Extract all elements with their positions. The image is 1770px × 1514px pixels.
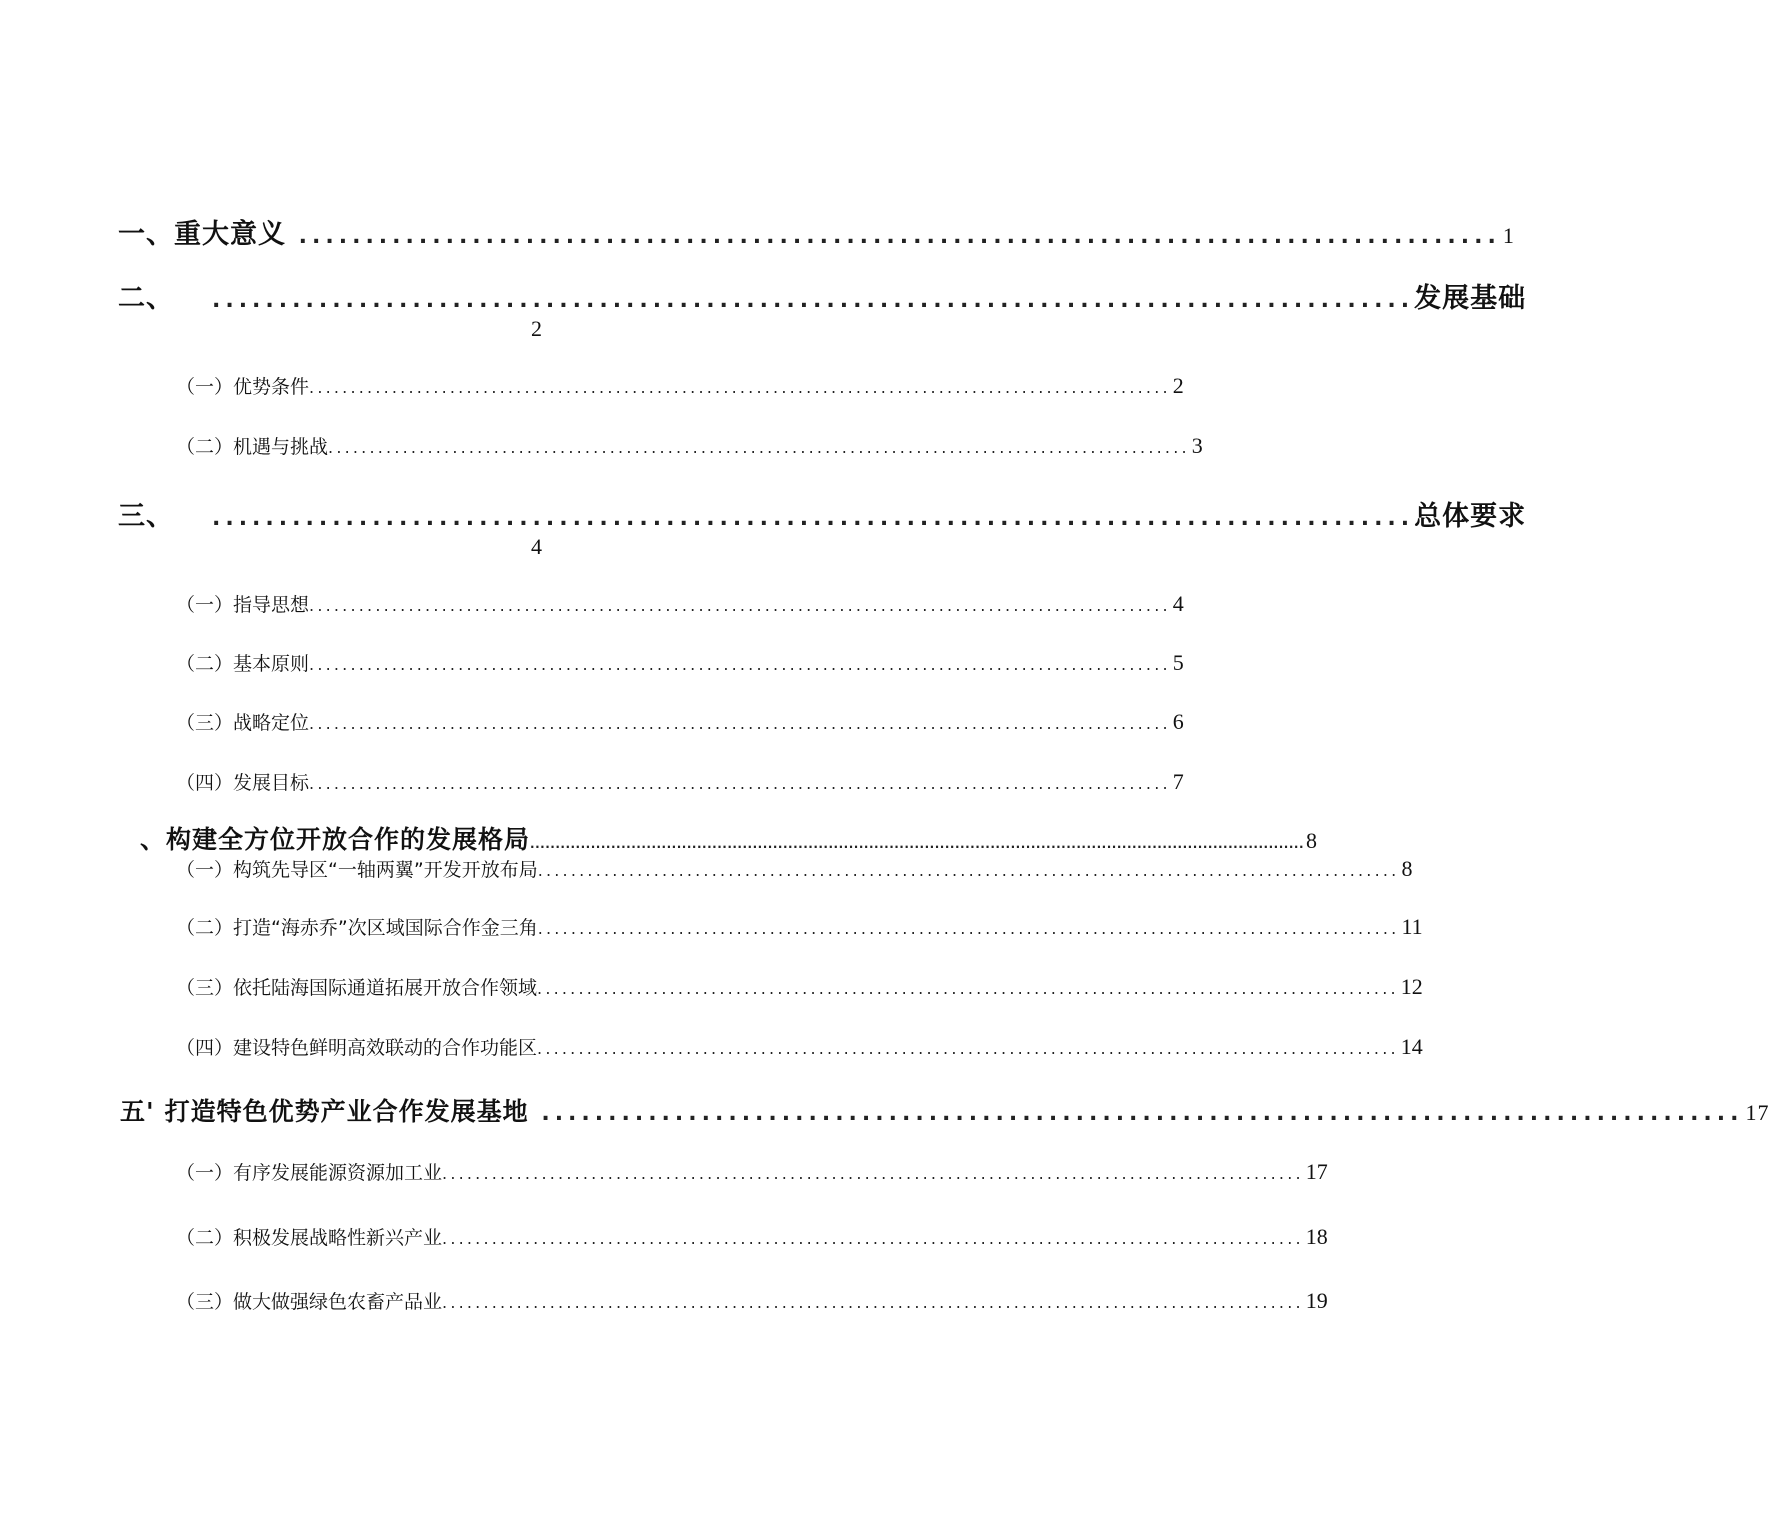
toc-entry-title: 建设特色鲜明高效联动的合作功能区: [233, 1037, 538, 1059]
toc-entry-3[interactable]: [118, 494, 1527, 533]
toc-entry-5[interactable]: [120, 1092, 1770, 1128]
toc-entry-title: 基本原则: [233, 653, 310, 675]
toc-entry-page: 18: [1305, 1224, 1328, 1249]
toc-entry-4-1[interactable]: [176, 855, 1413, 882]
toc-entry-title: 打造特色优势产业合作发展基地: [164, 1097, 529, 1126]
toc-entry-page: 6: [1172, 709, 1184, 734]
toc-leader-dots: ........................................................................................................: [442, 1293, 1304, 1312]
toc-entry-number: （一）: [176, 859, 234, 881]
toc-leader-dots: ........................................................................................................: [537, 861, 1400, 880]
toc-entry-page: 1: [1502, 223, 1515, 248]
toc-leader-dots: ........................................................................................................: [442, 1229, 1304, 1248]
toc-leader-dots: ........................................................................................................: [309, 378, 1171, 397]
toc-entry-number: （二）: [176, 1227, 234, 1249]
toc-leader-dots: ........................................................................................................: [537, 979, 1399, 998]
toc-entry-number: 二、: [118, 283, 174, 314]
toc-entry-5-3[interactable]: [176, 1287, 1328, 1314]
toc-entry-number: （二）: [176, 653, 234, 675]
toc-entry-title: 构建全方位开放合作的发展格局: [166, 825, 531, 854]
toc-leader-dots: ........................................................................................................: [309, 655, 1171, 674]
toc-leader-dots: ........................................................................................................: [309, 714, 1171, 733]
toc-entry-4-3[interactable]: [176, 973, 1423, 1000]
toc-entry-title: 依托陆海国际通道拓展开放合作领域: [233, 977, 538, 999]
toc-entry-number: （三）: [176, 712, 234, 734]
toc-entry-number: 一、: [118, 219, 174, 250]
toc-entry-title: 战略定位: [233, 712, 310, 734]
toc-entry-number: （一）: [176, 376, 234, 398]
toc-entry-5-1[interactable]: [176, 1158, 1328, 1185]
toc-entry-3-4[interactable]: [176, 768, 1184, 795]
toc-entry-page: 14: [1400, 1034, 1423, 1059]
toc-entry-number: （四）: [176, 772, 234, 794]
toc-entry-title: 指导思想: [233, 594, 310, 616]
toc-entry-number: 五': [120, 1097, 155, 1126]
toc-entry-page: 17: [1745, 1100, 1770, 1125]
toc-leader-dots: ........................................................................................................: [442, 1164, 1304, 1183]
toc-entry-number: 三、: [118, 501, 174, 532]
toc-entry-number: 、: [140, 825, 167, 854]
toc-entry-2-2[interactable]: [176, 432, 1203, 459]
toc-entry-page: 5: [1172, 650, 1184, 675]
toc-entry-3-2[interactable]: [176, 649, 1184, 676]
toc-entry-3-3[interactable]: [176, 708, 1184, 735]
toc-entry-title: 打造“海赤乔”次区域国际合作金三角: [233, 917, 538, 939]
toc-entry-5-2[interactable]: [176, 1223, 1328, 1250]
toc-entry-page: 4: [531, 534, 542, 559]
toc-entry-title: 优势条件: [233, 376, 310, 398]
toc-leader-dots: ........................................................................................................: [537, 1039, 1399, 1058]
toc-entry-title: 重大意义: [174, 219, 286, 250]
toc-leader-dots: ........................................................................................................: [309, 774, 1171, 793]
toc-entry-page: 3: [1191, 433, 1203, 458]
toc-entry-page: 19: [1305, 1288, 1328, 1313]
toc-leader-dots: ..........................................................................................: [286, 224, 1501, 249]
toc-entry-page: 2: [531, 316, 542, 341]
toc-entry-number: （二）: [176, 436, 234, 458]
toc-entry-title: 有序发展能源资源加工业: [233, 1162, 443, 1184]
toc-entry-number: （二）: [176, 917, 234, 939]
toc-entry-number: （三）: [176, 977, 234, 999]
toc-leader-dots: ........................................................................................................: [309, 596, 1171, 615]
toc-entry-page: 12: [1400, 974, 1423, 999]
toc-entry-title: 机遇与挑战: [233, 436, 329, 458]
toc-entry-page: 2: [1172, 373, 1184, 398]
toc-entry-4[interactable]: [140, 820, 1318, 856]
toc-entry-number: （一）: [176, 594, 234, 616]
toc-entry-4-2[interactable]: [176, 913, 1423, 940]
toc-entry-2[interactable]: [118, 276, 1527, 315]
toc-entry-title: 发展目标: [233, 772, 310, 794]
toc-entry-title: 总体要求: [1414, 501, 1527, 532]
toc-entry-number: （四）: [176, 1037, 234, 1059]
toc-leader-dots: ..........................................................................................: [174, 288, 1415, 313]
toc-entry-title: 发展基础: [1414, 283, 1527, 314]
toc-leader-dots: ........................................................................................................: [328, 438, 1190, 457]
toc-leader-dots: ..........................................................................................: [528, 1101, 1744, 1126]
toc-entry-page: 17: [1305, 1159, 1328, 1184]
toc-entry-2-1[interactable]: [176, 372, 1184, 399]
toc-entry-1[interactable]: [118, 212, 1515, 251]
toc-leader-dots: .........................................................................................................................................................: [530, 837, 1304, 851]
toc-leader-dots: ........................................................................................................: [537, 919, 1400, 938]
toc-entry-page: 11: [1401, 914, 1423, 939]
toc-entry-page: 8: [1306, 828, 1318, 853]
toc-leader-dots: ..........................................................................................: [174, 506, 1415, 531]
toc-entry-page: 4: [1172, 591, 1184, 616]
toc-entry-4-4[interactable]: [176, 1033, 1423, 1060]
toc-entry-title: 做大做强绿色农畜产品业: [233, 1291, 443, 1313]
toc-entry-number: （一）: [176, 1162, 234, 1184]
toc-entry-page: 7: [1172, 769, 1184, 794]
toc-entry-number: （三）: [176, 1291, 234, 1313]
toc-entry-3-1[interactable]: [176, 590, 1184, 617]
toc-entry-title: 积极发展战略性新兴产业: [233, 1227, 443, 1249]
toc-entry-page: 8: [1401, 856, 1413, 881]
toc-entry-title: 构筑先导区“一轴两翼”开发开放布局: [233, 859, 538, 881]
